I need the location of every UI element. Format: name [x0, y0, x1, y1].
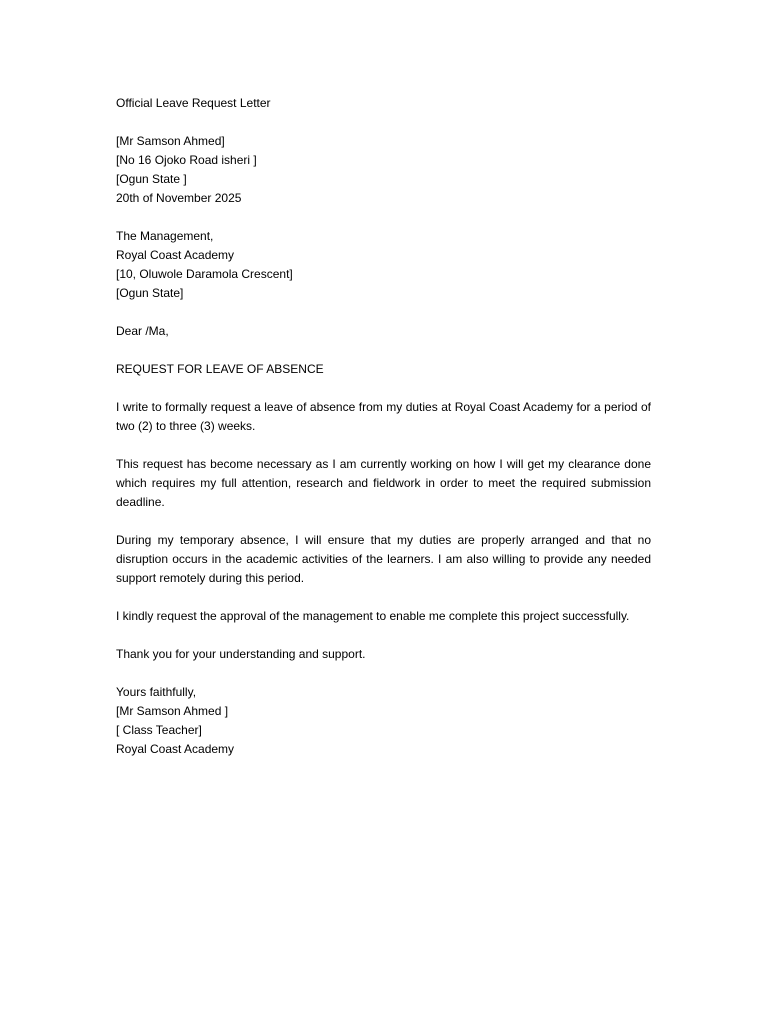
- paragraph-1: I write to formally request a leave of absence from my duties at Royal Coast Academy for a period of two (2) to three (3) weeks.: [116, 400, 651, 433]
- letter-date: 20th of November 2025: [116, 191, 242, 205]
- recipient-line-1: The Management,: [116, 229, 214, 243]
- subject-line: REQUEST FOR LEAVE OF ABSENCE: [116, 362, 324, 376]
- paragraph-2: This request has become necessary as I am currently working on how I will get my clearance done which requires my full attention, research and fieldwork in order to meet the required submission deadline.: [116, 457, 651, 509]
- paragraph-5: Thank you for your understanding and support.: [116, 647, 366, 661]
- letter-title-block: [116, 94, 651, 113]
- sender-address: [No 16 Ojoko Road isheri ]: [116, 153, 257, 167]
- sender-state: [Ogun State ]: [116, 172, 187, 186]
- signatory-position: [ Class Teacher]: [116, 723, 202, 737]
- paragraph-4: I kindly request the approval of the management to enable me complete this project successfully.: [116, 609, 630, 623]
- subject-block: [116, 360, 651, 379]
- signatory-name: [Mr Samson Ahmed ]: [116, 704, 229, 718]
- salutation: Dear /Ma,: [116, 324, 169, 338]
- letter-body: [116, 94, 651, 778]
- recipient-line-3: [10, Oluwole Daramola Crescent]: [116, 267, 293, 281]
- letter-title: Official Leave Request Letter: [116, 96, 271, 110]
- recipient-block: [116, 227, 651, 303]
- salutation-block: [116, 322, 651, 341]
- sender-name: [Mr Samson Ahmed]: [116, 134, 225, 148]
- recipient-line-2: Royal Coast Academy: [116, 248, 235, 262]
- valediction: Yours faithfully,: [116, 685, 197, 699]
- sender-block: [116, 132, 651, 208]
- paragraph-3: During my temporary absence, I will ensure that my duties are properly arranged and that no disruption occurs in the academic activities of the learners. I am also willing to provide any needed support remotely during this period.: [116, 533, 651, 585]
- closing-block: [116, 683, 651, 759]
- recipient-line-4: [Ogun State]: [116, 286, 184, 300]
- signatory-organization: Royal Coast Academy: [116, 742, 235, 756]
